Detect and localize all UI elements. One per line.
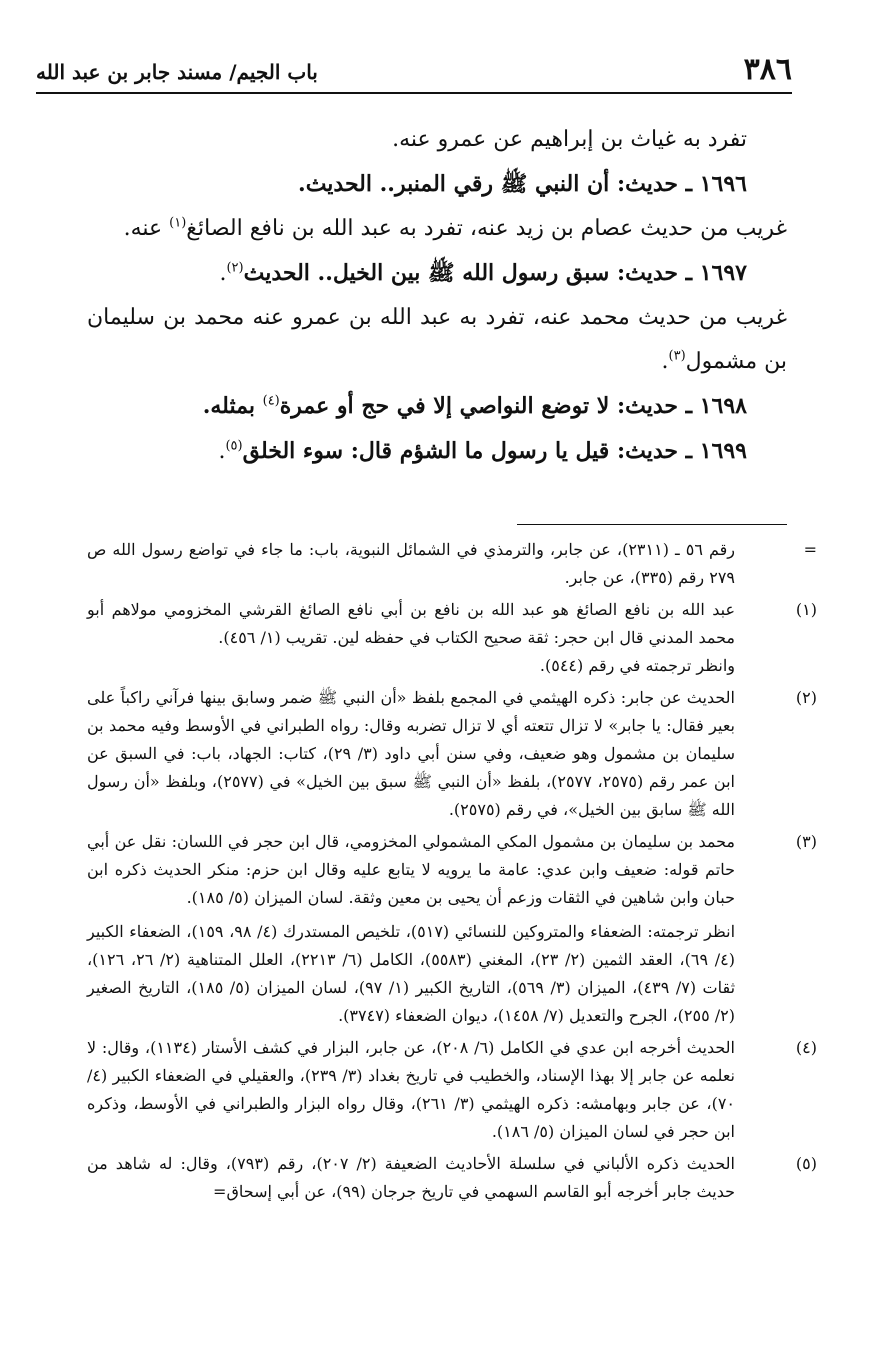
paragraph-3 (87, 296, 787, 384)
paragraph-tail: . (661, 349, 669, 374)
footnote-mark: (٢) (795, 688, 817, 707)
footnote-separator (517, 524, 787, 525)
footnote-ref: (١) (169, 215, 187, 231)
page-header (36, 52, 792, 92)
hadith-label: حديث: (616, 438, 678, 464)
hadith-number: ١٦٩٦ ـ (677, 171, 747, 197)
footnote-2 (87, 684, 817, 824)
footnote-ref: (٣) (668, 348, 686, 364)
hadith-1697 (87, 251, 787, 296)
footnote-ref: (٥) (225, 438, 243, 454)
footnote-4 (87, 1034, 817, 1146)
footnote-text: الحديث عن جابر: ذكره الهيثمي في المجمع بلفظ «أن النبي ﷺ ضمر وسابق بينها فرآني راكباً على بعير فقال: يا جابر» لا تزال تتعته أي لا تزال تضربه وقال: رواه الطبراني في الأوسط وفيه محمد بن سليمان بن مشمول وهو ضعيف، وفي سنن أبي داود (٣/ ٢٩)، كتاب: الجهاد، باب: في السبق عن ابن عمر رقم (٢٥٧٥، ٢٥٧٧)، بلفظ «أن النبي ﷺ سبق بين الخيل» في (٢٥٧٧)، وبلفظ «أن رسول الله ﷺ سابق بين الخيل»، في رقم (٢٥٧٥). (87, 688, 736, 819)
hadith-tail: بمثله. (202, 393, 263, 419)
paragraph-text: غريب من حديث محمد عنه، تفرد به عبد الله بن عمرو عنه محمد بن سليمان بن مشمول (87, 305, 787, 374)
hadith-label: حديث: (616, 393, 678, 419)
footnote-mark: (١) (795, 600, 817, 619)
page-number: ٣٨٦ (743, 52, 792, 87)
hadith-1698 (87, 384, 787, 429)
hadith-text: قيل يا رسول ما الشؤم قال: سوء الخلق (242, 438, 617, 464)
hadith-text: أن النبي ﷺ رقي المنبر.. الحديث. (298, 171, 617, 197)
hadith-1699 (87, 429, 787, 474)
footnote-text: محمد بن سليمان بن مشمول المكي المشمولي المخزومي، قال ابن حجر في اللسان: نقل عن أبي حاتم قوله: ضعيف وابن عدي: عامة ما يرويه لا يتابع عليه وقال ابن حزم: منكر الحديث ذكره ابن حبان وابن شاهين في الثقات وزعم أن يحيى بن معين وثقة. لسان الميزان (٥/ ١٨٥). (87, 832, 735, 907)
footnote-ref: (٢) (226, 260, 244, 276)
footnote-text: رقم ٥٦ ـ (٢٣١١)، عن جابر، والترمذي في الشمائل النبوية، باب: ما جاء في تواضع رسول الله ص ٢٧٩ رقم (٣٣٥)، عن جابر. (87, 540, 736, 587)
footnote-1 (87, 596, 817, 680)
footnote-mark: = (803, 540, 817, 559)
hadith-number: ١٦٩٧ ـ (677, 260, 747, 286)
footnote-5 (87, 1150, 817, 1206)
main-text (87, 118, 787, 474)
footnote-3 (87, 828, 817, 1030)
hadith-tail: . (218, 439, 226, 464)
footnote-mark: (٤) (795, 1038, 817, 1057)
footnote-text: عبد الله بن نافع الصائغ هو عبد الله بن نافع بن أبي نافع الصائغ القرشي المخزومي مولاهم أبو محمد المدني قال ابن حجر: ثقة صحيح الكتاب في حفظه لين. تقريب (١/ ٤٥٦). (87, 600, 735, 647)
footnote-text-2: انظر ترجمته: الضعفاء والمتروكين للنسائي (٥١٧)، تلخيص المستدرك (٤/ ٩٨، ١٥٩)، الضعفاء الكبير (٤/ ٦٩)، العقد الثمين (٢/ ٢٣)، المغني (٥٥٨٣)، الكامل (٦/ ٢٢١٣)، العلل المتناهية (٢/ ٢٦، ١٢٦)، ثقات (٧/ ٤٣٩)، الميزان (٣/ ٥٦٩)، التاريخ الكبير (١/ ٩٧)، لسان الميزان (٥/ ١٨٥)، التاريخ الصغير (٢/ ٢٥٥)، الجرح والتعديل (٧/ ١٤٥٨)، ديوان الضعفاء (٣٧٤٧). (87, 922, 736, 1025)
header-rule (36, 92, 792, 94)
footnote-continuation (87, 536, 817, 592)
footnote-mark: (٥) (795, 1154, 817, 1173)
hadith-number: ١٦٩٩ ـ (677, 438, 747, 464)
hadith-tail: . (219, 261, 227, 286)
footnote-ref: (٤) (262, 393, 280, 409)
hadith-label: حديث: (616, 171, 678, 197)
paragraph-tail: عنه. (123, 216, 170, 241)
footnote-text: الحديث ذكره الألباني في سلسلة الأحاديث الضعيفة (٢/ ٢٠٧)، رقم (٧٩٣)، وقال: له شاهد من حديث جابر أخرجه أبو القاسم السهمي في تاريخ جرجان (٩٩)، عن أبي إسحاق= (87, 1154, 735, 1201)
paragraph-2 (87, 207, 787, 251)
footnote-text-2: وانظر ترجمته في رقم (٥٤٤). (539, 656, 735, 675)
footnote-text: الحديث أخرجه ابن عدي في الكامل (٦/ ٢٠٨)، عن جابر، البزار في كشف الأستار (١١٣٤)، وقال: لا نعلمه عن جابر إلا بهذا الإسناد، والخطيب في تاريخ بغداد (٣/ ٢٣٩)، والعقيلي في الضعفاء الكبير (٤/ ٧٠)، عن جابر وبهامشه: ذكره الهيثمي (٣/ ٢٦١)، وقال رواه البزار والطبراني في الأوسط، وذكره ابن حجر في لسان الميزان (٥/ ١٨٦). (87, 1038, 735, 1141)
footnote-mark: (٣) (795, 832, 817, 851)
running-title: باب الجيم/ مسند جابر بن عبد الله (36, 60, 318, 84)
hadith-text: لا توضع النواصي إلا في حج أو عمرة (279, 393, 617, 419)
paragraph-text: غريب من حديث عصام بن زيد عنه، تفرد به عبد الله بن نافع الصائغ (186, 216, 787, 241)
hadith-1696 (87, 162, 787, 207)
paragraph-1: تفرد به غياث بن إبراهيم عن عمرو عنه. (392, 127, 747, 152)
hadith-text: سبق رسول الله ﷺ بين الخيل.. الحديث (243, 260, 617, 286)
hadith-number: ١٦٩٨ ـ (677, 393, 747, 419)
footnotes (87, 536, 817, 1210)
hadith-label: حديث: (616, 260, 678, 286)
